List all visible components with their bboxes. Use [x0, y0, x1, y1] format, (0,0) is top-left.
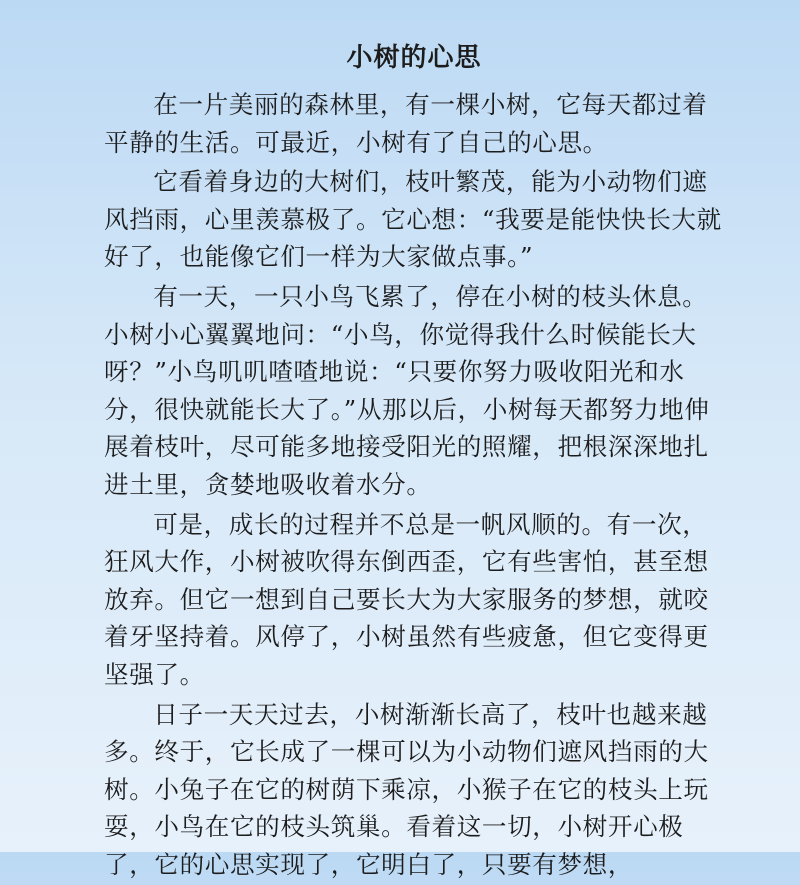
paragraph-4: 可是，成长的过程并不总是一帆风顺的。有一次，狂风大作，小树被吹得东倒西歪，它有些害怕，甚至想放弃。但它一想到自己要长大为大家服务的梦想，就咬着牙坚持着。风停了，小树虽然有些疲惫，但它变得更坚强了。 — [104, 509, 709, 689]
paragraph-1: 在一片美丽的森林里，有一棵小树，它每天都过着平静的生活。可最近，小树有了自己的心思。 — [104, 90, 708, 157]
paragraph-5: 日子一天天过去，小树渐渐长高了，枝叶也越来越多。终于，它长成了一棵可以为小动物们遮风挡雨的大树。小兔子在它的树荫下乘凉，小猴子在它的枝头上玩耍，小鸟在它的枝头筑巢。看着这一切，小树开心极了，它的心思实现了，它明白了，只要有梦想， — [104, 699, 709, 879]
document-page — [104, 38, 724, 885]
document-title: 小树的心思 — [346, 43, 482, 73]
paragraph-2: 它看着身边的大树们，枝叶繁茂，能为小动物们遮风挡雨，心里羡慕极了。它心想：“我要是能快快长大就好了，也能像它们一样为大家做点事。” — [104, 167, 722, 272]
paragraph-3: 有一天，一只小鸟飞累了，停在小树的枝头休息。小树小心翼翼地问：“小鸟，你觉得我什么时候能长大呀？”小鸟叽叽喳喳地说：“只要你努力吸收阳光和水分，很快就能长大了。”从那以后，小树每天都努力地伸展着枝叶，尽可能多地接受阳光的照耀，把根深深地扎进土里，贪婪地吸收着水分。 — [104, 281, 710, 499]
